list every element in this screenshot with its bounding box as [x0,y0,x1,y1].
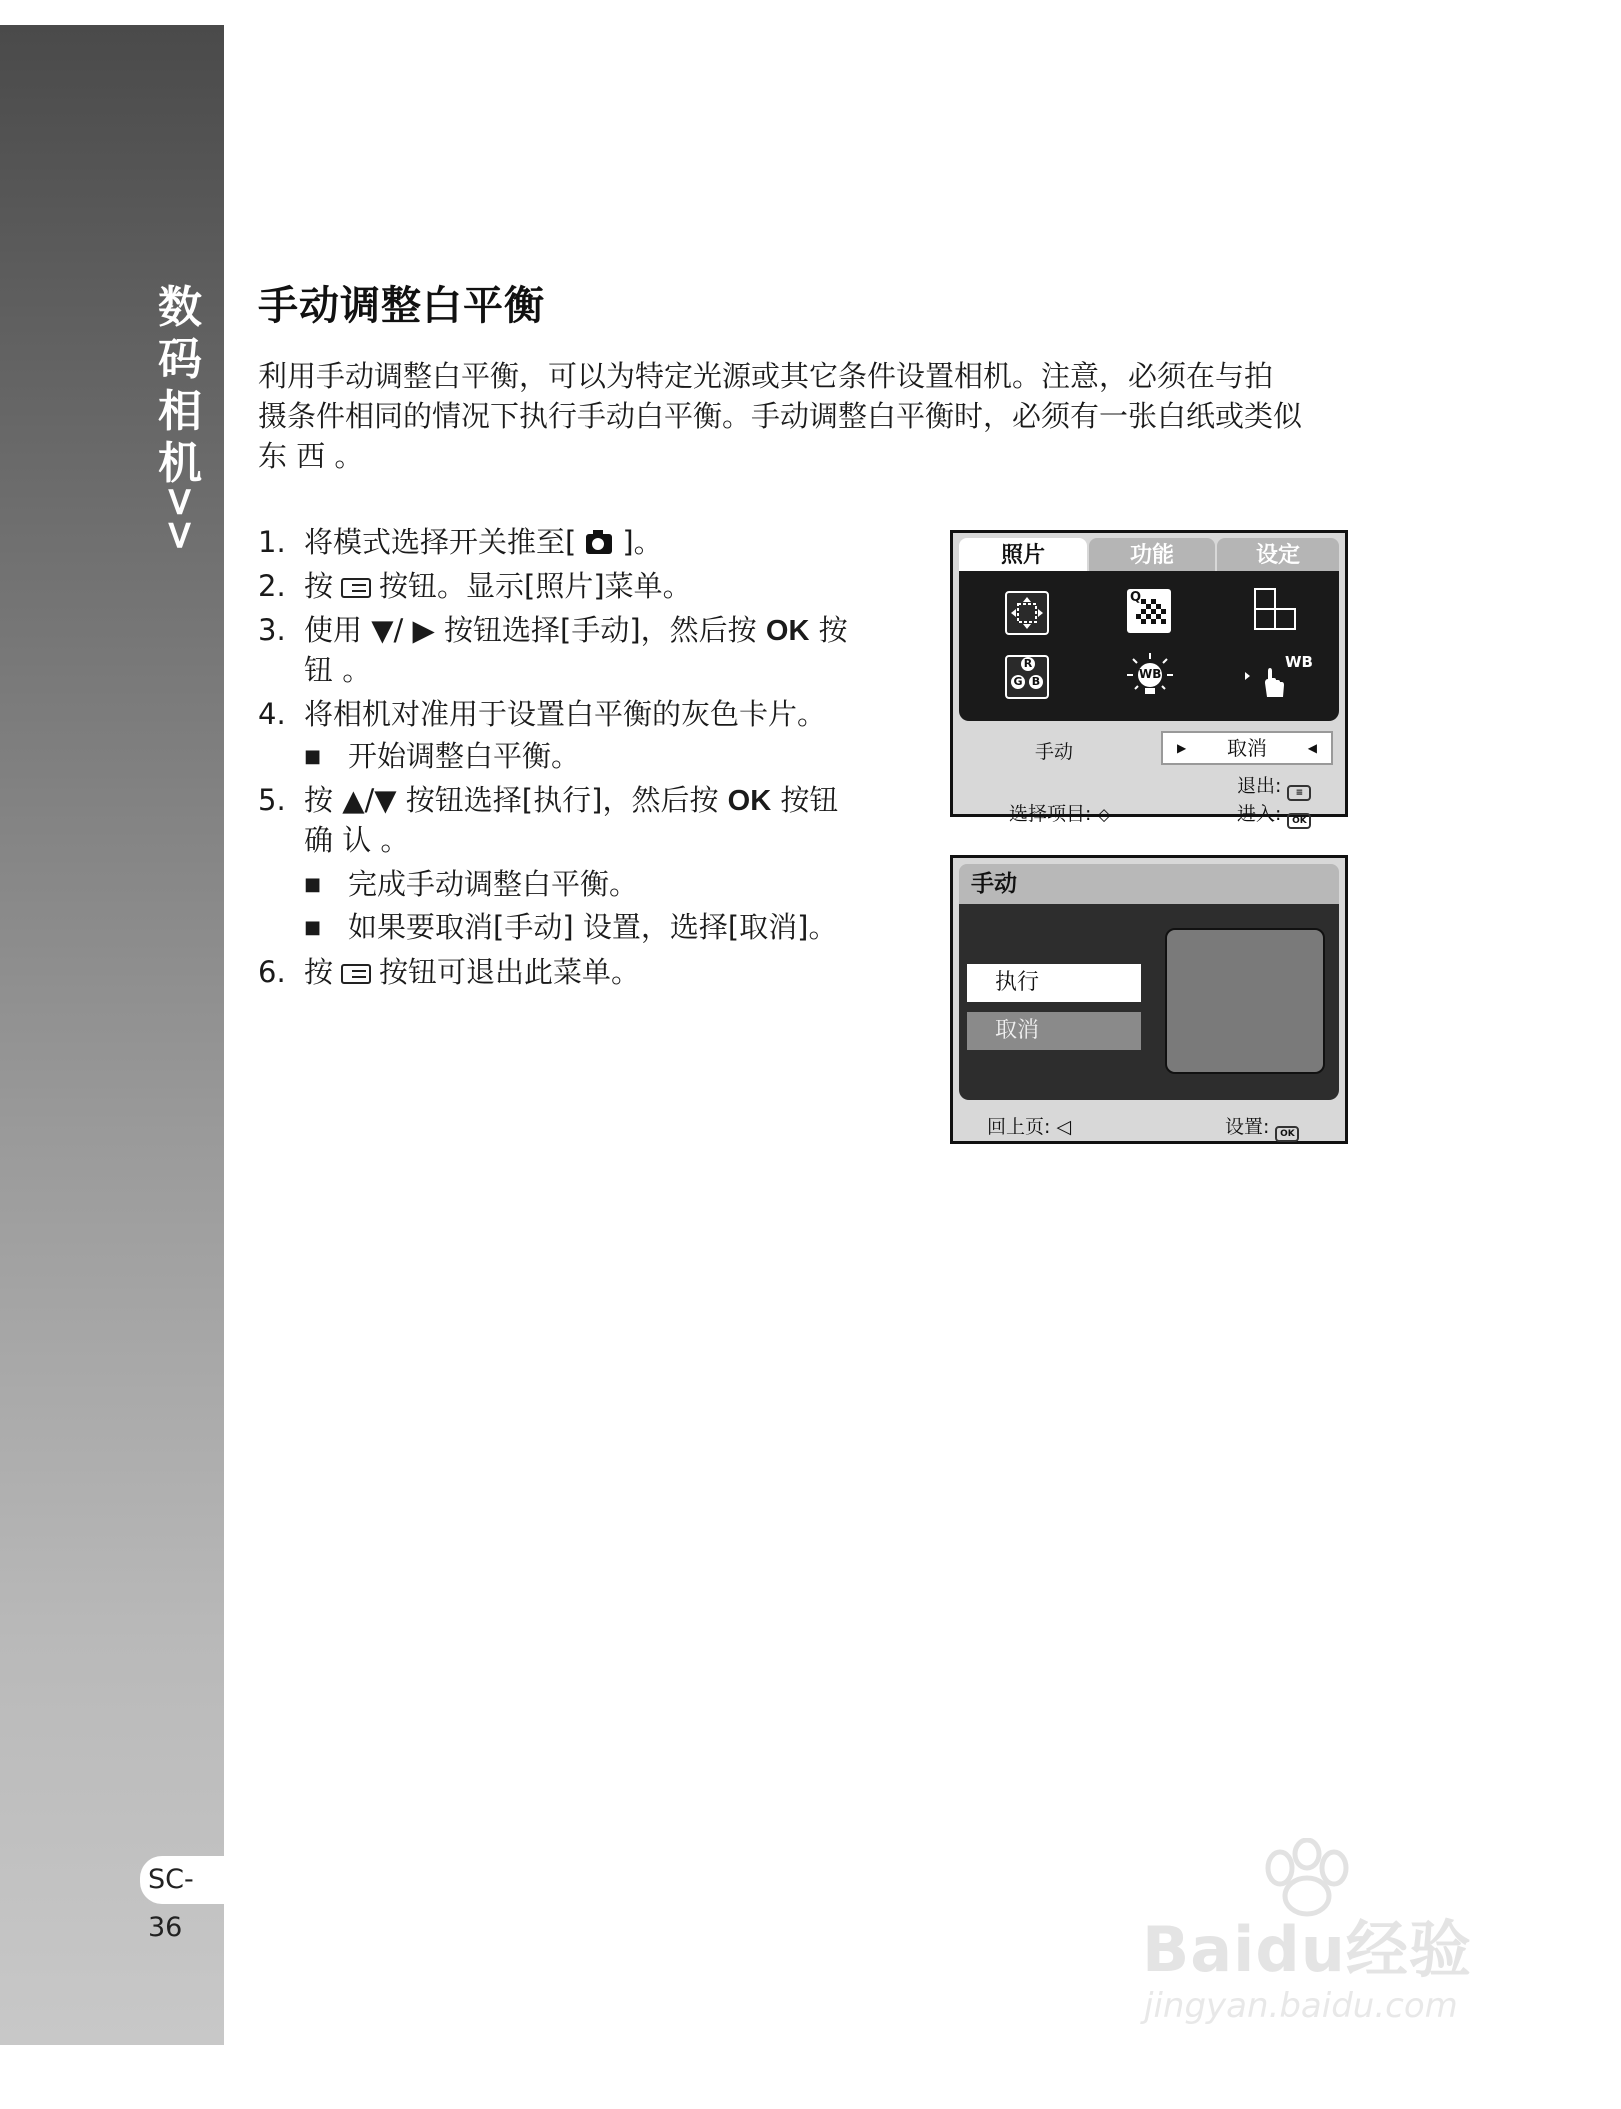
left-arrow-icon: ◁ [1056,1116,1072,1138]
option-panel [959,904,1339,1100]
step-2 [258,566,692,606]
setting-value-selector[interactable] [1161,731,1333,765]
intro-line: 摄条件相同的情况下执行手动白平衡。手动调整白平衡时，必须有一张白纸或类似 [258,399,1303,433]
select-label: 选择项目: [1009,803,1092,825]
step-number: 6. [258,955,286,989]
enter-hint [1237,799,1311,829]
wb-hand-label: WB [1285,653,1313,671]
step-number: 4. [258,697,286,731]
step-number: 1. [258,525,286,559]
intro-line: 东 西 。 [258,439,364,473]
chapter-title [150,282,210,553]
screen-title: 手动 [959,864,1339,904]
exit-label: 退出: [1237,775,1282,797]
tab-setup[interactable]: 设定 [1217,538,1339,574]
step-number: 3. [258,613,286,647]
ok-key-label: OK [765,615,810,647]
menu-tabs [959,538,1339,574]
step-5-bullet [258,907,837,948]
setting-label: 手动 [1035,741,1074,763]
setting-area [953,723,1345,826]
camera-menu-screen [950,530,1348,826]
select-hint [1009,799,1111,826]
tab-photo[interactable]: 照片 [959,538,1087,574]
metering-icon[interactable] [1251,585,1295,629]
intro-paragraph [258,356,1358,476]
step-text: 按 [304,569,334,603]
arrow-right-icon: ▶ [1177,741,1187,755]
page-number: SC-36 [140,1856,228,1904]
step-number: 5. [258,783,286,817]
rgb-g-label: G [1011,675,1025,689]
step-text: 按 [304,955,334,989]
back-hint [987,1112,1071,1139]
menu-button-icon [341,964,371,984]
back-label: 回上页: [987,1116,1051,1138]
step-5 [258,780,838,821]
rgb-b-label: B [1029,675,1043,689]
exit-hint [1237,771,1311,801]
watermark-brand: Baidu经验 [1142,1913,1472,1986]
step-text: 按钮可退出此菜单。 [379,955,641,989]
image-size-icon[interactable] [1005,591,1049,635]
bullet-text: 完成手动调整白平衡。 [348,867,639,901]
step-text: 按 ▲/▼ 按钮选择[执行]，然后按 [304,783,719,817]
chapter-char: 码 [158,334,202,385]
bullet-icon: ■ [304,746,322,767]
option-cancel[interactable]: 取消 [967,1012,1141,1050]
arrow-left-icon: ◀ [1307,741,1317,755]
dpad-icon: ◇ [1097,805,1111,825]
camera-icon [586,534,612,554]
option-execute[interactable]: 执行 [967,964,1141,1002]
set-hint [1225,1112,1299,1142]
manual-wb-screen [950,855,1348,1144]
step-text: 将相机对准用于设置白平衡的灰色卡片。 [304,697,827,731]
step-text: 按钮 [780,783,839,817]
step-6 [258,952,640,992]
step-text: ]。 [622,525,663,559]
menu-button-icon [341,578,371,598]
intro-line: 利用手动调整白平衡，可以为特定光源或其它条件设置相机。注意，必须在与拍 [258,359,1274,393]
quality-q-label: Q [1130,590,1142,605]
screen-footer [953,1102,1345,1142]
chapter-arrow: >> [157,485,203,553]
step-5-cont: 确 认 。 [304,823,410,857]
setting-value: 取消 [1227,736,1267,760]
menu-key-icon: ≡ [1287,785,1311,801]
enter-label: 进入: [1237,803,1282,825]
step-text: 按 [818,613,848,647]
menu-icon-grid [959,571,1339,721]
rgb-r-label: R [1021,657,1035,671]
bullet-icon: ■ [304,917,322,938]
step-4 [258,694,826,734]
step-text: 使用 ▼/ ▶ 按钮选择[手动]，然后按 [304,613,757,647]
step-3 [258,610,848,651]
chapter-char: 相 [158,386,202,437]
preview-area [1165,928,1325,1074]
page-title: 手动调整白平衡 [258,283,545,329]
bullet-text: 开始调整白平衡。 [348,739,581,773]
chapter-char: 机 [158,438,202,489]
ok-key-icon: OK [1275,1126,1299,1142]
step-1 [258,522,663,562]
step-4-bullet [258,736,580,777]
watermark-url: jingyan.baidu.com [1144,1986,1458,2026]
tab-function[interactable]: 功能 [1089,538,1215,574]
color-rgb-icon[interactable] [1005,655,1049,699]
chapter-char: 数 [158,282,202,333]
step-3-cont: 钮 。 [304,653,372,687]
bullet-text: 如果要取消[手动] 设置，选择[取消]。 [348,910,838,944]
bullet-icon: ■ [304,874,322,895]
manual-wb-icon[interactable] [1235,651,1315,701]
ok-key-icon: OK [1287,813,1311,829]
set-label: 设置: [1225,1116,1270,1138]
quality-icon[interactable] [1127,589,1171,633]
wb-label: WB [1139,667,1162,681]
step-text: 按钮。显示[照片]菜单。 [379,569,692,603]
step-5-bullet [258,864,638,905]
white-balance-icon[interactable] [1125,651,1175,701]
step-text: 将模式选择开关推至[ [304,525,577,559]
baidu-watermark [1142,1838,1522,2038]
step-number: 2. [258,569,286,603]
ok-key-label: OK [727,785,772,817]
